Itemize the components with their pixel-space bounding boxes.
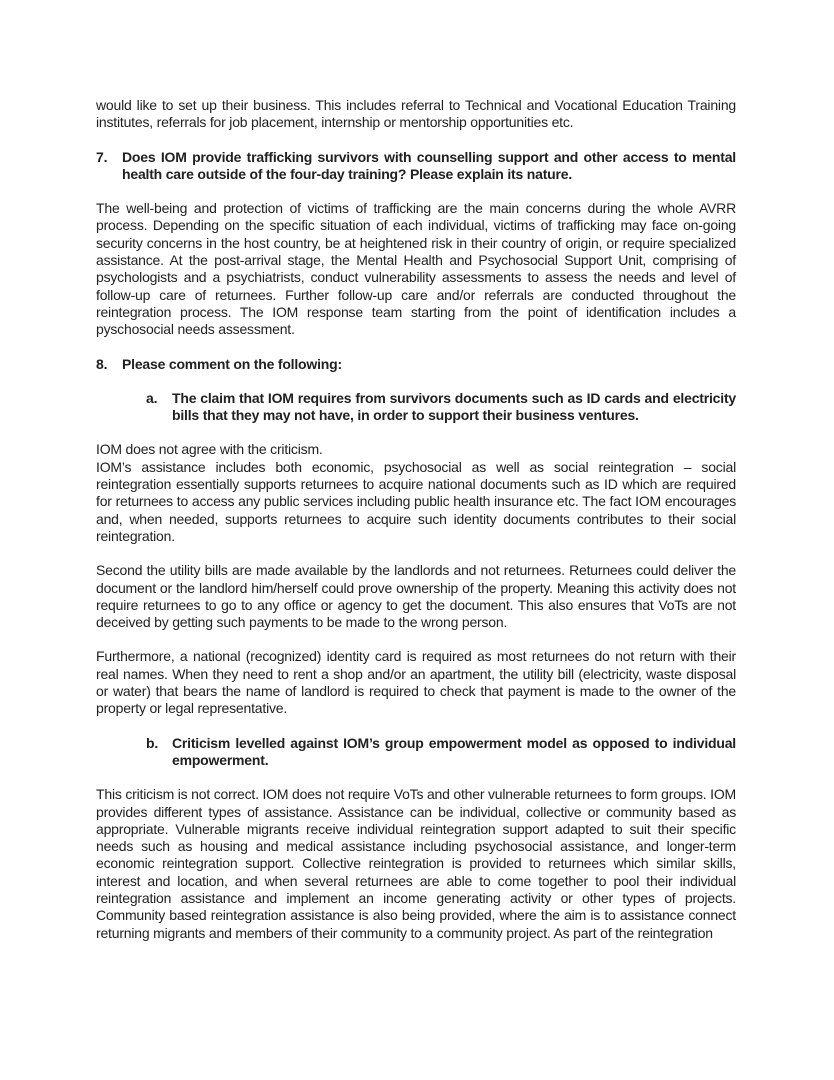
item-a: [96, 390, 736, 425]
answer-7-paragraph: The well-being and protection of victims of trafficking are the main concerns during the whole AVRR process. Depending on the specific situation of each individual, victims of trafficking may face on-going security concerns in the host country, be at heightened risk in their country of origin, or require specialized assistance. At the post-arrival stage, the Mental Health and Psychosocial Support Unit, comprising of psychologists and a psychiatrists, conduct vulnerability assessments to assess the needs and level of follow-up care of returnees. Further follow-up care and/or referrals are conducted throughout the reintegration process. The IOM response team starting from the point of identification includes a pyschosocial needs assessment.: [96, 200, 736, 338]
question-8: [96, 356, 736, 373]
item-b: [96, 735, 736, 770]
answer-a-paragraph-2: Second the utility bills are made available by the landlords and not returnees. Returnees could deliver the document or the landlord him/herself could prove ownership of the property. Meaning this activity does not require returnees to go to any office or agency to get the document. This also ensures that VoTs are not deceived by getting such payments to be made to the wrong person.: [96, 562, 736, 631]
question-7: [96, 149, 736, 184]
item-a-marker: a.: [146, 389, 158, 406]
intro-paragraph: would like to set up their business. This includes referral to Technical and Vocational Education Training institutes, referrals for job placement, internship or mentorship opportunities etc.: [96, 97, 736, 131]
question-7-number: 7.: [96, 148, 108, 165]
answer-a-paragraph-1: IOM’s assistance includes both economic, psychosocial as well as social reintegration – social reintegration essentially supports returnees to acquire national documents such as ID which are required for returnees to access any public services including public health insurance etc. The fact IOM encourages and, when needed, supports returnees to acquire such identity documents contributes to their social reintegration.: [96, 458, 736, 544]
answer-a-intro-line: IOM does not agree with the criticism.: [96, 441, 323, 458]
item-a-text: The claim that IOM requires from survivors documents such as ID cards and electricity bills that they may not have, in order to support their business ventures.: [172, 389, 736, 424]
question-8-number: 8.: [96, 355, 108, 372]
question-8-text: Please comment on the following:: [122, 355, 342, 372]
answer-a-paragraph-3: Furthermore, a national (recognized) identity card is required as most returnees do not return with their real names. When they need to rent a shop and/or an apartment, the utility bill (electricity, waste disposal or water) that bears the name of landlord is required to check that payment is made to the owner of the property or legal representative.: [96, 648, 736, 717]
question-7-text: Does IOM provide trafficking survivors with counselling support and other access to mental health care outside of the four-day training? Please explain its nature.: [122, 148, 736, 182]
item-b-text: Criticism levelled against IOM’s group empowerment model as opposed to individual empowerment.: [172, 734, 736, 768]
answer-b-paragraph: This criticism is not correct. IOM does not require VoTs and other vulnerable returnees to form groups. IOM provides different types of assistance. Assistance can be individual, collective or community based as appropriate. Vulnerable migrants receive individual reintegration support adapted to suit their specific needs such as housing and medical assistance including psychosocial assistance, and longer-term economic reintegration support. Collective reintegration is provided to returnees which similar skills, interest and location, and when several returnees are able to come together to pool their individual reintegration assistance and implement an income generating activity or other types of projects. Community based reintegration assistance is also being provided, where the aim is to assistance connect returning migrants and members of their community to a community project. As part of the reintegration: [96, 786, 736, 941]
item-b-marker: b.: [146, 734, 159, 751]
